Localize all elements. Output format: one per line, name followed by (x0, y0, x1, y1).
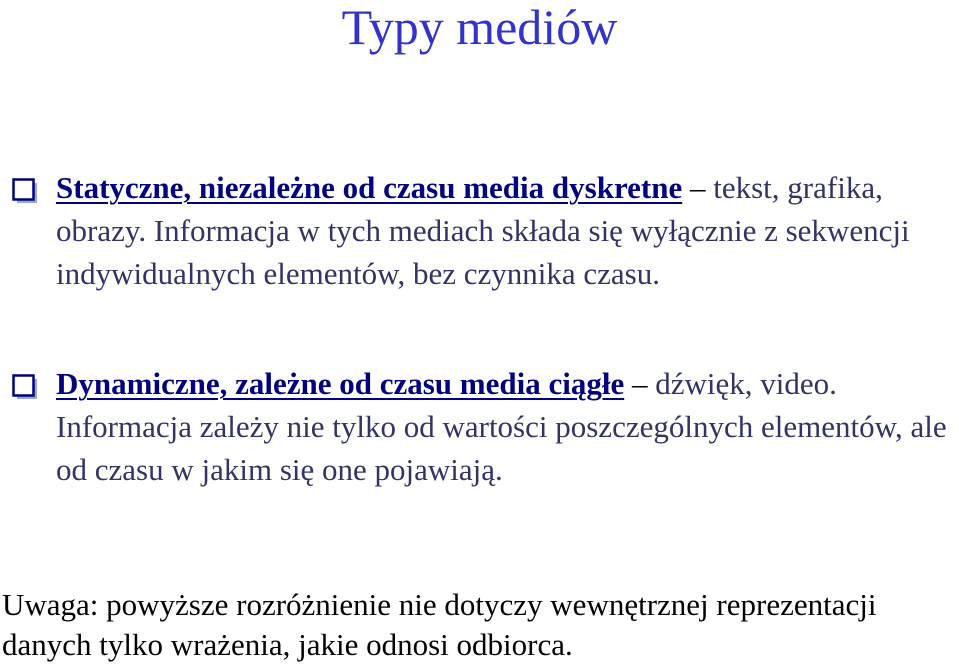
bullet-text (56, 166, 957, 295)
slide-title: Typy mediów (341, 0, 618, 55)
bullet-lead: Statyczne, niezależne od czasu media dyskretne (56, 170, 683, 205)
bullet-item (12, 166, 957, 295)
bullet-lead: Dynamiczne, zależne od czasu media ciągłe (56, 366, 625, 401)
bullet-rest: tekst, grafika, obrazy. Informacja w tych mediach składa się wyłącznie z sekwencji indywidualnych elementów, bez czynnika czasu. (56, 170, 910, 291)
bullet-dash: – (682, 170, 714, 205)
bullet-dash: – (624, 366, 656, 401)
checkbox-bullet-icon (12, 178, 38, 204)
slide-note: Uwaga: powyższe rozróżnienie nie dotyczy wewnętrznej reprezentacji danych tylko wrażenia, jakie odnosi odbiorca. (2, 587, 877, 662)
bullet-item (12, 362, 957, 491)
checkbox-bullet-icon (12, 374, 38, 400)
bullet-rest: dźwięk, video. Informacja zależy nie tylko od wartości poszczególnych elementów, ale od czasu w jakim się one pojawiają. (56, 366, 947, 487)
bullet-text (56, 362, 957, 491)
